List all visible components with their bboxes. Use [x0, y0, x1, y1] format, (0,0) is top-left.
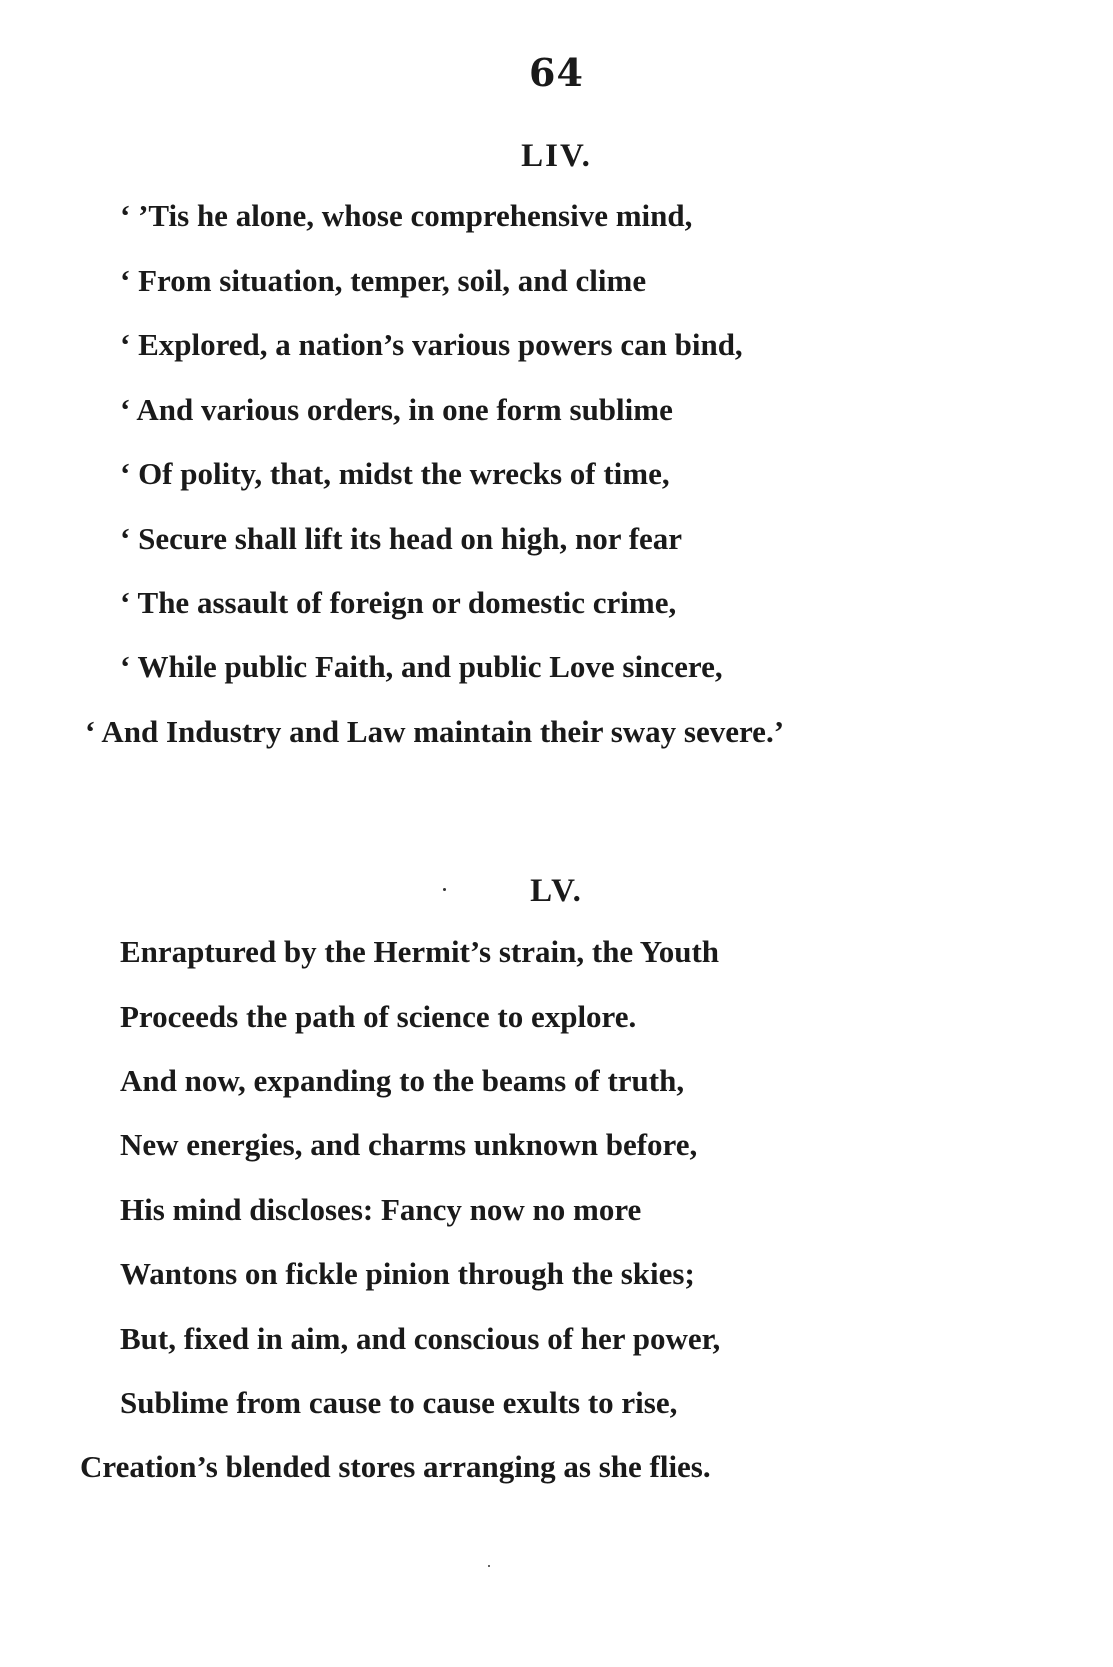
verse-line: Sublime from cause to cause exults to rise, — [120, 1385, 678, 1420]
verse-line: His mind discloses: Fancy now no more — [120, 1192, 642, 1227]
verse-line: ‘ Of polity, that, midst the wrecks of time, — [120, 456, 670, 491]
verse-line: ‘ The assault of foreign or domestic crime, — [120, 585, 677, 620]
page-number: 64 — [529, 50, 584, 95]
printing-speck — [488, 1565, 490, 1567]
verse-line: ‘ From situation, temper, soil, and clime — [120, 263, 647, 298]
verse-line: And now, expanding to the beams of truth, — [120, 1063, 685, 1098]
printing-speck — [443, 888, 446, 891]
verse-line: But, fixed in aim, and conscious of her power, — [120, 1321, 721, 1356]
verse-line: Wantons on fickle pinion through the skies; — [120, 1256, 695, 1291]
verse-line: ‘ Explored, a nation’s various powers can bind, — [120, 327, 743, 362]
verse-line: ‘ And various orders, in one form sublime — [120, 392, 673, 427]
verse-line: ‘ ’Tis he alone, whose comprehensive mind, — [120, 198, 693, 233]
verse-line: ‘ Secure shall lift its head on high, nor fear — [120, 521, 683, 556]
verse-line: ‘ And Industry and Law maintain their sway severe.’ — [85, 714, 785, 749]
verse-line: Creation’s blended stores arranging as she flies. — [80, 1449, 711, 1484]
verse-line: New energies, and charms unknown before, — [120, 1127, 698, 1162]
verse-line: Enraptured by the Hermit’s strain, the Youth — [120, 934, 720, 969]
verse-line: Proceeds the path of science to explore. — [120, 999, 637, 1034]
stanza-number: LIV. — [521, 138, 592, 174]
stanza-number: LV. — [530, 873, 583, 909]
verse-line: ‘ While public Faith, and public Love sincere, — [120, 649, 723, 684]
